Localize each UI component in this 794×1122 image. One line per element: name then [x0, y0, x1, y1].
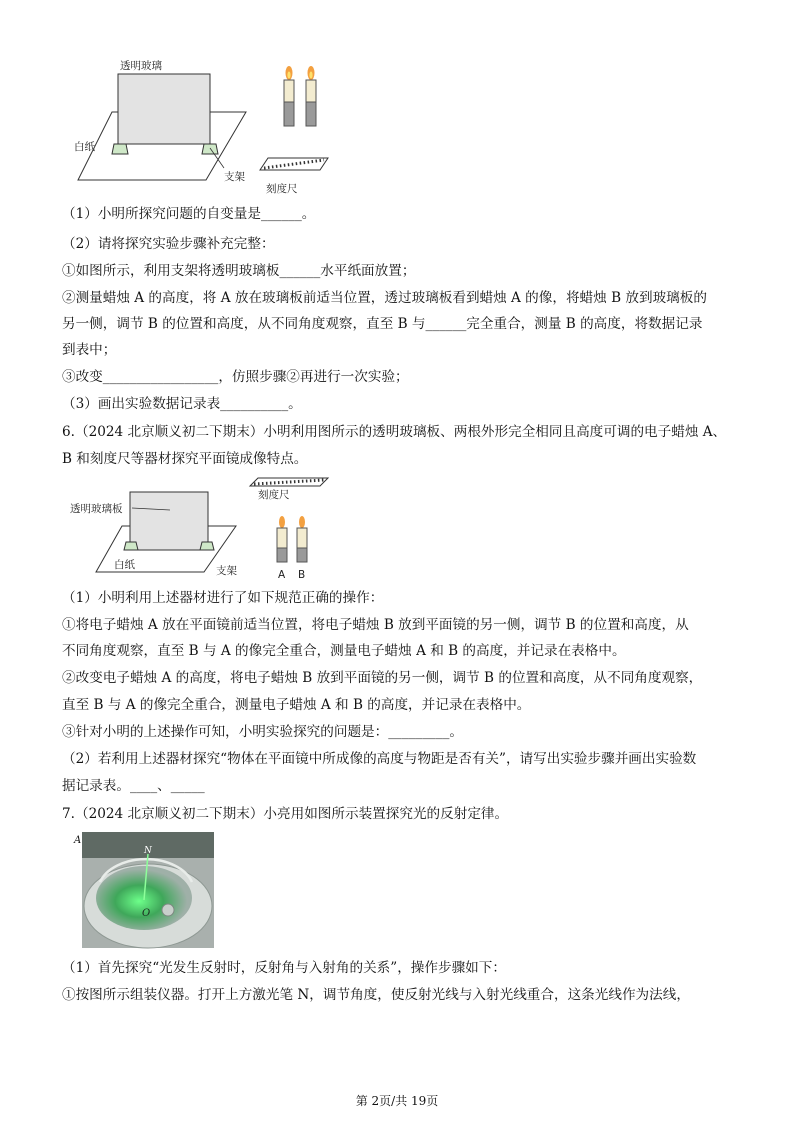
- stand-right: [200, 542, 214, 550]
- q5-step1: ①如图所示，利用支架将透明玻璃板______水平纸面放置；: [62, 263, 416, 279]
- q7-heading: 7.（2024 北京顺义初二下期末）小亮用如图所示装置探究光的反射定律。: [62, 806, 509, 822]
- figure-mirror-setup-1: [74, 56, 378, 196]
- q6-heading-line1: 6.（2024 北京顺义初二下期末）小明利用图所示的透明玻璃板、两根外形完全相同且高度可调的电子蜡烛 A、: [62, 424, 727, 440]
- label-paper: 白纸: [74, 141, 95, 153]
- q5-sub3: （3）画出实验数据记录表__________。: [62, 396, 302, 412]
- photo-label-o: O: [142, 908, 151, 919]
- q5-step2-line3: 到表中；: [62, 342, 117, 358]
- label-paper: 白纸: [114, 559, 135, 571]
- label-candle-a: A: [278, 569, 286, 581]
- label-candle-b: B: [298, 569, 306, 581]
- ruler: [250, 478, 328, 486]
- q5-sub1: （1）小明所探究问题的自变量是______。: [62, 206, 316, 222]
- label-ruler: 刻度尺: [258, 489, 290, 501]
- candle-a: [277, 516, 287, 562]
- q6-step2-line2: 直至 B 与 A 的像完全重合，测量电子蜡烛 A 和 B 的高度，并记录在表格中。: [62, 697, 531, 713]
- q6-step1-line1: ①将电子蜡烛 A 放在平面镜前适当位置，将电子蜡烛 B 放到平面镜的另一侧，调节 B 的位置和高度，从: [62, 617, 689, 633]
- label-glass: 透明玻璃: [120, 60, 162, 72]
- q6-sub2-line2: 据记录表。____、_____: [62, 778, 205, 794]
- q6-step1-line2: 不同角度观察，直至 B 与 A 的像完全重合，测量电子蜡烛 A 和 B 的高度，并记录在表格中。: [62, 643, 626, 659]
- label-ruler: 刻度尺: [266, 183, 298, 195]
- q6-step3: ③针对小明的上述操作可知，小明实验探究的问题是：_________。: [62, 724, 464, 740]
- stand-left: [112, 144, 128, 154]
- q7-step1: ①按图所示组装仪器。打开上方激光笔 N，调节角度，使反射光线与入射光线重合，这条光线作为法线，: [62, 987, 690, 1003]
- q6-sub2-line1: （2）若利用上述器材探究“物体在平面镜中所成像的高度与物距是否有关”，请写出实验步骤并画出实验数: [62, 751, 697, 767]
- page-footer: 第 2页/共 19页: [355, 1094, 439, 1108]
- photo-label-n: N: [144, 846, 152, 856]
- q5-sub2: （2）请将探究实验步骤补充完整：: [62, 236, 275, 252]
- stand-right: [202, 144, 218, 154]
- label-glass: 透明玻璃板: [70, 503, 123, 515]
- q5-step2-line1: ②测量蜡烛 A 的高度，将 A 放在玻璃板前适当位置，透过玻璃板看到蜡烛 A 的像，将蜡烛 B 放到玻璃板的: [62, 290, 707, 306]
- label-stand: 支架: [216, 565, 237, 577]
- q5-step3: ③改变_________________，仿照步骤②再进行一次实验；: [62, 369, 409, 385]
- q6-step2-line1: ②改变电子蜡烛 A 的高度，将电子蜡烛 B 放到平面镜的另一侧，调节 B 的位置和高度，从不同角度观察，: [62, 670, 703, 686]
- candle-b: [297, 516, 307, 562]
- photo-reflection-apparatus: [72, 832, 214, 948]
- candle-pair: [284, 66, 316, 126]
- q6-sub1: （1）小明利用上述器材进行了如下规范正确的操作：: [62, 590, 384, 606]
- glass-plate: [118, 74, 210, 144]
- label-stand: 支架: [224, 171, 245, 183]
- q5-step2-line2: 另一侧，调节 B 的位置和高度，从不同角度观察，直至 B 与______完全重合，测量 B 的高度，将数据记录: [62, 316, 703, 332]
- stand-left: [124, 542, 138, 550]
- glass-plate: [130, 492, 208, 550]
- q7-sub1: （1）首先探究“光发生反射时，反射角与入射角的关系”，操作步骤如下：: [62, 960, 506, 976]
- figure-mirror-setup-2: [70, 476, 370, 586]
- q6-heading-line2: B 和刻度尺等器材探究平面镜成像特点。: [62, 451, 308, 467]
- photo-label-a: A: [74, 835, 82, 846]
- ruler: [260, 158, 328, 170]
